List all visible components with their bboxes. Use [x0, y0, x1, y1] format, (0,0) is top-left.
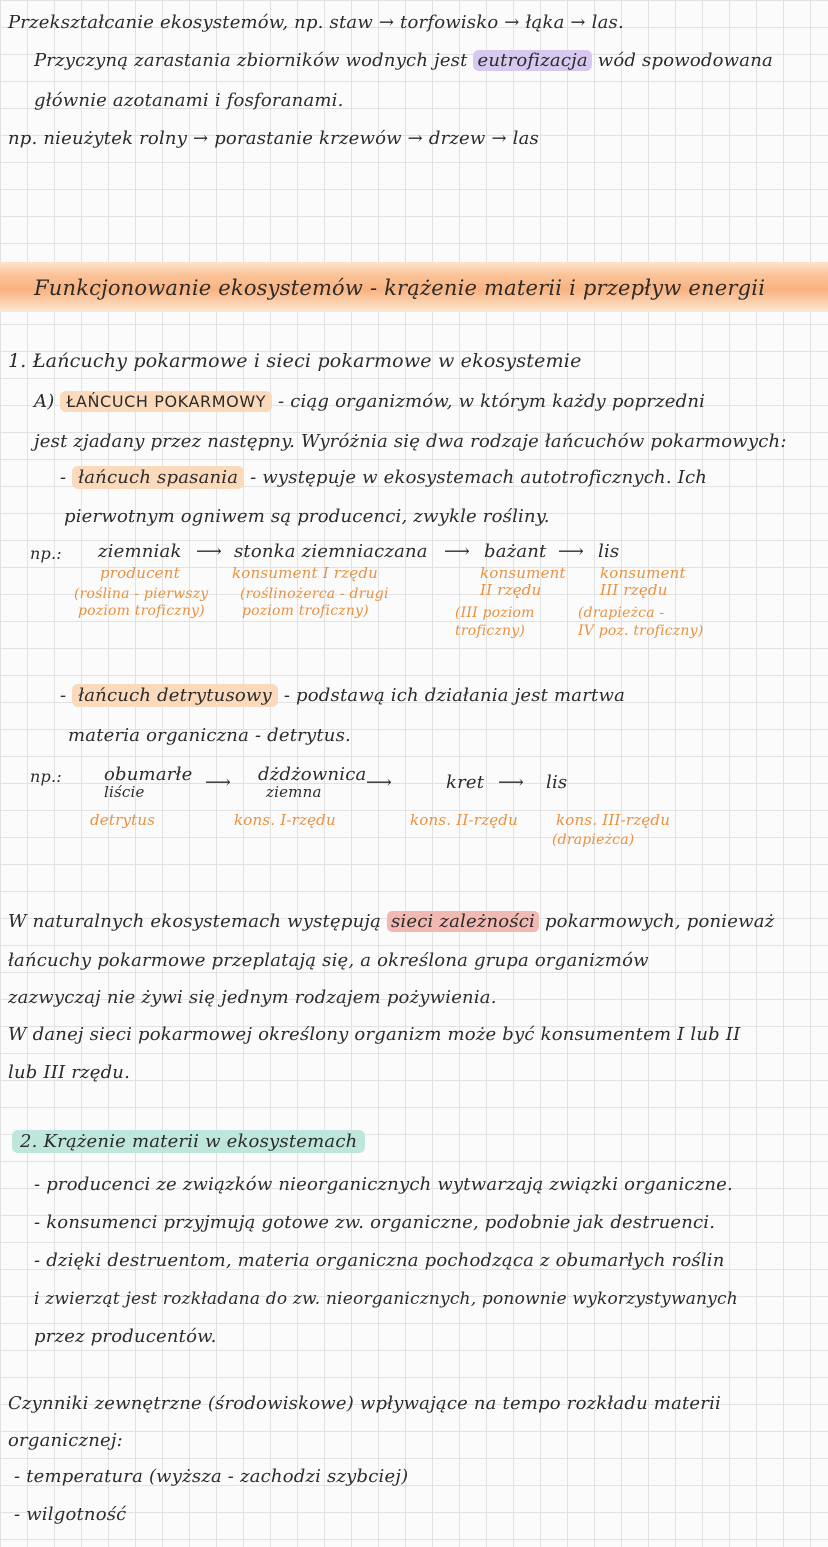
detritus-chain-line	[60, 685, 625, 707]
section-2-heading-text: 2. Krążenie materii w ekosystemach	[12, 1130, 365, 1153]
arrow-icon: ⟶	[498, 772, 525, 793]
arrow-icon: ⟶	[558, 541, 585, 562]
detritus-chain-term: łańcuch detrytusowy	[72, 684, 278, 707]
point-a-label: A)	[34, 391, 55, 412]
chain1-note-consumer-3a: (drapieżca -	[578, 605, 665, 621]
intro-line-2	[34, 50, 773, 72]
s2-bullet-3-cont-2: przez producentów.	[34, 1326, 217, 1347]
s2-bullet-2: - konsumenci przyjmują gotowe zw. organiczne, podobnie jak destruenci.	[34, 1212, 716, 1233]
s2-bullet-1: - producenci ze związków nieorganicznych wytwarzają związki organiczne.	[34, 1174, 733, 1195]
food-chain-def: - ciąg organizmów, w którym każdy poprzedni	[272, 391, 706, 412]
web-line-1	[8, 911, 774, 933]
chain1-note-consumer-1a: (roślinożerca - drugi	[240, 586, 389, 602]
section-title: Funkcjonowanie ekosystemów - krążenie materii i przepływ energii	[34, 276, 766, 300]
arrow-icon: ⟶	[366, 772, 393, 793]
chain1-label-consumer-2-rank: II rzędu	[480, 581, 542, 599]
web-line-2: łańcuchy pokarmowe przeplatają się, a określona grupa organizmów	[8, 950, 649, 971]
chain1-organism-beetle: stonka ziemniaczana	[234, 541, 428, 562]
chain2-label-consumer-2: kons. II-rzędu	[410, 811, 518, 829]
arrow-icon: ⟶	[205, 772, 232, 793]
s2-bullet-3-cont: i zwierząt jest rozkładana do zw. nieorganicznych, ponownie wykorzystywanych	[34, 1289, 738, 1309]
food-chain-definition-2: jest zjadany przez następny. Wyróżnia się dwa rodzaje łańcuchów pokarmowych:	[34, 431, 787, 452]
grazing-chain-line	[60, 467, 707, 489]
food-chain-term: ŁAŃCUCH POKARMOWY	[60, 391, 272, 412]
web-line-1-text: W naturalnych ekosystemach występują	[8, 911, 387, 932]
intro-line-1: Przekształcanie ekosystemów, np. staw → torfowisko → łąka → las.	[8, 12, 624, 33]
chain1-note-consumer-3b: IV poz. troficzny)	[578, 623, 704, 639]
eutrophication-highlight: eutrofizacja	[473, 50, 591, 71]
intro-line-2-tail: wód spowodowana	[591, 50, 773, 71]
chain2-label-consumer-3: kons. III-rzędu	[556, 811, 671, 829]
grazing-chain-line-2: pierwotnym ogniwem są producenci, zwykle rośliny.	[64, 506, 550, 527]
chain1-label-consumer-1: konsument I rzędu	[232, 564, 379, 582]
grazing-dash: -	[60, 467, 67, 488]
factor-humidity: - wilgotność	[14, 1504, 127, 1525]
web-line-3: zazwyczaj nie żywi się jednym rodzajem pożywienia.	[8, 987, 497, 1008]
detritus-chain-def: - podstawą ich działania jest martwa	[277, 685, 626, 706]
web-line-5: lub III rzędu.	[8, 1062, 131, 1083]
example-label-2: np.:	[30, 767, 62, 786]
chain2-organism-leaves-2: liście	[104, 783, 145, 801]
chain1-organism-pheasant: bażant	[484, 541, 547, 562]
chain1-note-producer-2: poziom troficzny)	[78, 603, 205, 619]
chain1-label-producer: producent	[100, 564, 180, 582]
chain1-label-consumer-3: konsument	[600, 564, 686, 582]
chain2-organism-mole: kret	[446, 772, 485, 793]
chain2-organism-leaves: obumarłe	[104, 764, 193, 785]
s2-bullet-3: - dzięki destruentom, materia organiczna pochodząca z obumarłych roślin	[34, 1250, 725, 1271]
chain1-label-consumer-3-rank: III rzędu	[600, 581, 668, 599]
arrow-icon: ⟶	[444, 541, 471, 562]
chain2-label-detritus: detrytus	[90, 811, 156, 829]
chain2-label-consumer-1: kons. I-rzędu	[234, 811, 336, 829]
chain1-note-consumer-2b: troficzny)	[455, 623, 526, 639]
chain1-label-consumer-2: konsument	[480, 564, 566, 582]
chain2-organism-earthworm: dżdżownica	[258, 764, 367, 785]
arrow-icon: ⟶	[196, 541, 223, 562]
intro-line-4: np. nieużytek rolny → porastanie krzewów → drzew → las	[8, 128, 539, 149]
intro-line-3: głównie azotanami i fosforanami.	[34, 90, 344, 111]
chain1-organism-potato: ziemniak	[98, 541, 182, 562]
chain2-organism-fox: lis	[546, 772, 568, 793]
web-line-1-tail: pokarmowych, ponieważ	[539, 911, 775, 932]
section-2-heading	[12, 1131, 365, 1153]
example-label-1: np.:	[30, 544, 62, 563]
chain2-note-predator: (drapieżca)	[552, 832, 635, 848]
factor-temperature: - temperatura (wyższa - zachodzi szybciej)	[14, 1466, 409, 1487]
chain1-note-producer-1: (roślina - pierwszy	[74, 586, 209, 602]
grazing-chain-def: - występuje w ekosystemach autotroficznych. Ich	[244, 467, 708, 488]
factors-line-1: Czynniki zewnętrzne (środowiskowe) wpływające na tempo rozkładu materii	[8, 1393, 722, 1414]
food-chain-definition	[34, 391, 705, 413]
chain1-note-consumer-2a: (III poziom	[455, 605, 535, 621]
chain2-organism-earthworm-2: ziemna	[266, 783, 322, 801]
intro-line-2-text: Przyczyną zarastania zbiorników wodnych jest	[34, 50, 474, 71]
chain1-note-consumer-1b: poziom troficzny)	[242, 603, 369, 619]
chain1-organism-fox: lis	[598, 541, 620, 562]
grazing-chain-term: łańcuch spasania	[72, 466, 244, 489]
web-line-4: W danej sieci pokarmowej określony organizm może być konsumentem I lub II	[8, 1024, 741, 1045]
detritus-dash: -	[60, 685, 67, 706]
food-web-highlight: sieci zależności	[387, 911, 539, 932]
section-1-heading: 1. Łańcuchy pokarmowe i sieci pokarmowe w ekosystemie	[8, 350, 582, 372]
factors-line-2: organicznej:	[8, 1430, 123, 1451]
detritus-chain-line-2: materia organiczna - detrytus.	[68, 725, 351, 746]
